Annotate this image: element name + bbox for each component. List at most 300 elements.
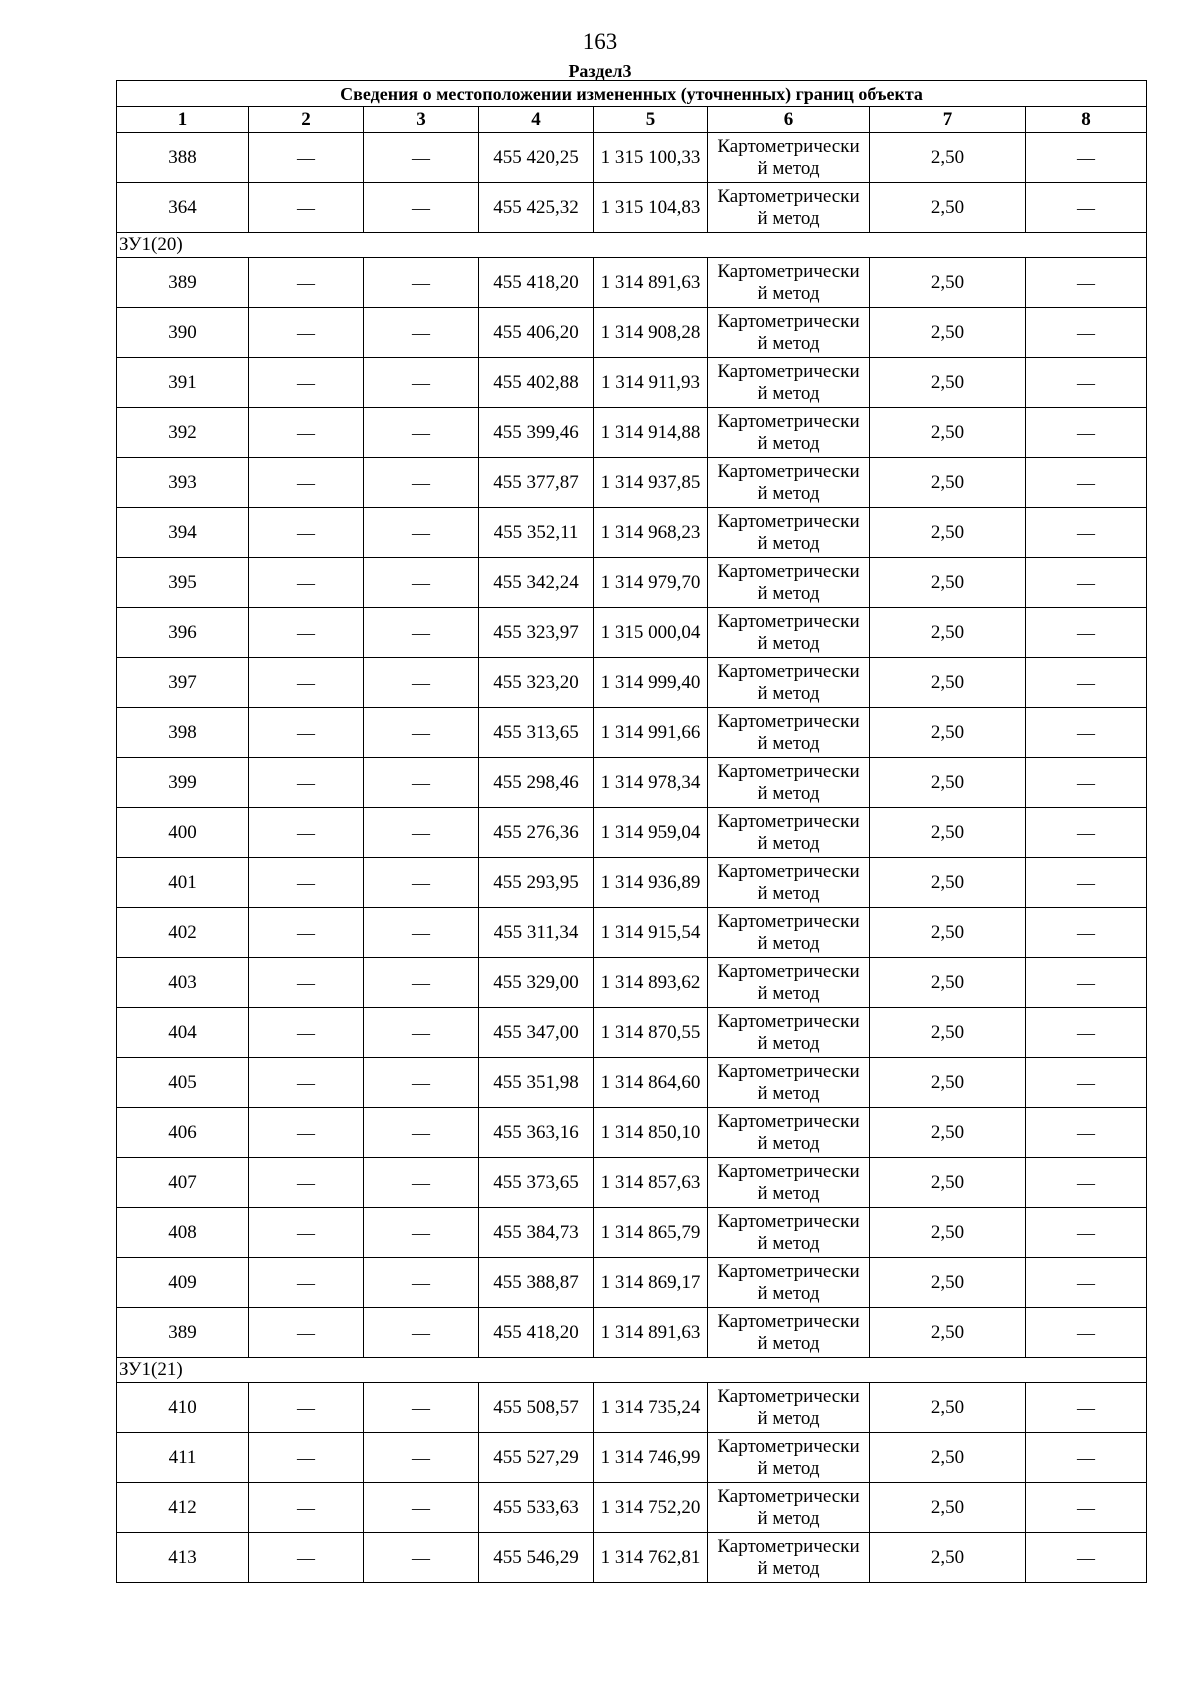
accuracy-value: 2,50: [870, 308, 1026, 358]
point-number: 409: [117, 1258, 249, 1308]
method-line-1: Картометрически: [717, 260, 860, 282]
point-number: 402: [117, 908, 249, 958]
coordinate-x: 455 418,20: [479, 1308, 594, 1358]
accuracy-value: 2,50: [870, 258, 1026, 308]
coordinate-y: 1 314 936,89: [594, 858, 708, 908]
dash-cell: —: [249, 308, 364, 358]
dash-cell: —: [1026, 1008, 1147, 1058]
coordinate-y: 1 314 911,93: [594, 358, 708, 408]
dash-cell: —: [364, 958, 479, 1008]
table-row: [117, 308, 1147, 358]
method-line-2: й метод: [757, 1032, 820, 1054]
method-cell: [708, 458, 870, 508]
dash-cell: —: [364, 558, 479, 608]
accuracy-value: 2,50: [870, 1383, 1026, 1433]
method-line-1: Картометрически: [717, 185, 860, 207]
dash-cell: —: [249, 1158, 364, 1208]
table-row: [117, 1383, 1147, 1433]
point-number: 401: [117, 858, 249, 908]
method-line-1: Картометрически: [717, 310, 860, 332]
coordinate-x: 455 420,25: [479, 133, 594, 183]
dash-cell: —: [1026, 308, 1147, 358]
dash-cell: —: [1026, 958, 1147, 1008]
coordinate-x: 455 546,29: [479, 1533, 594, 1583]
method-cell: [708, 408, 870, 458]
dash-cell: —: [364, 408, 479, 458]
coordinate-x: 455 363,16: [479, 1108, 594, 1158]
dash-cell: —: [1026, 358, 1147, 408]
method-cell: [708, 1433, 870, 1483]
accuracy-value: 2,50: [870, 358, 1026, 408]
dash-cell: —: [1026, 658, 1147, 708]
coordinate-x: 455 311,34: [479, 908, 594, 958]
point-number: 413: [117, 1533, 249, 1583]
method-line-2: й метод: [757, 1407, 820, 1429]
coordinate-x: 455 527,29: [479, 1433, 594, 1483]
dash-cell: —: [1026, 808, 1147, 858]
dash-cell: —: [364, 1308, 479, 1358]
dash-cell: —: [249, 858, 364, 908]
point-number: 397: [117, 658, 249, 708]
coordinate-y: 1 314 762,81: [594, 1533, 708, 1583]
dash-cell: —: [364, 1158, 479, 1208]
table-row: [117, 608, 1147, 658]
method-line-1: Картометрически: [717, 960, 860, 982]
method-line-2: й метод: [757, 1132, 820, 1154]
dash-cell: —: [1026, 1208, 1147, 1258]
dash-cell: —: [249, 1383, 364, 1433]
point-number: 393: [117, 458, 249, 508]
method-line-2: й метод: [757, 482, 820, 504]
coordinate-y: 1 314 864,60: [594, 1058, 708, 1108]
section-title: Раздел3: [568, 61, 632, 81]
coordinate-y: 1 315 104,83: [594, 183, 708, 233]
method-line-1: Картометрически: [717, 1110, 860, 1132]
coordinate-y: 1 314 937,85: [594, 458, 708, 508]
column-header: 2: [249, 107, 364, 133]
table-row: [117, 258, 1147, 308]
method-line-1: Картометрически: [717, 1535, 860, 1557]
method-cell: [708, 1483, 870, 1533]
coordinate-x: 455 384,73: [479, 1208, 594, 1258]
coordinate-x: 455 323,97: [479, 608, 594, 658]
dash-cell: —: [364, 1533, 479, 1583]
table-row: [117, 1208, 1147, 1258]
point-number: 408: [117, 1208, 249, 1258]
coordinate-x: 455 425,32: [479, 183, 594, 233]
accuracy-value: 2,50: [870, 1108, 1026, 1158]
method-line-2: й метод: [757, 932, 820, 954]
table-row: [117, 808, 1147, 858]
method-cell: [708, 358, 870, 408]
dash-cell: —: [364, 183, 479, 233]
table-header-row: [117, 107, 1147, 133]
method-line-2: й метод: [757, 582, 820, 604]
dash-cell: —: [1026, 408, 1147, 458]
coordinate-x: 455 418,20: [479, 258, 594, 308]
method-line-2: й метод: [757, 532, 820, 554]
accuracy-value: 2,50: [870, 1158, 1026, 1208]
dash-cell: —: [249, 708, 364, 758]
coordinate-x: 455 313,65: [479, 708, 594, 758]
coordinate-y: 1 314 978,34: [594, 758, 708, 808]
coordinate-y: 1 314 914,88: [594, 408, 708, 458]
method-line-1: Картометрически: [717, 610, 860, 632]
method-cell: [708, 508, 870, 558]
dash-cell: —: [1026, 1383, 1147, 1433]
dash-cell: —: [249, 1483, 364, 1533]
dash-cell: —: [1026, 1483, 1147, 1533]
point-number: 394: [117, 508, 249, 558]
accuracy-value: 2,50: [870, 508, 1026, 558]
method-line-2: й метод: [757, 1182, 820, 1204]
accuracy-value: 2,50: [870, 408, 1026, 458]
dash-cell: —: [1026, 558, 1147, 608]
method-line-2: й метод: [757, 382, 820, 404]
table-row: [117, 1258, 1147, 1308]
method-cell: [708, 958, 870, 1008]
method-line-1: Картометрически: [717, 910, 860, 932]
coordinate-x: 455 373,65: [479, 1158, 594, 1208]
table-caption-row: [117, 81, 1147, 107]
method-line-1: Картометрически: [717, 1260, 860, 1282]
method-line-1: Картометрически: [717, 460, 860, 482]
column-header: 1: [117, 107, 249, 133]
coordinate-y: 1 314 968,23: [594, 508, 708, 558]
dash-cell: —: [1026, 708, 1147, 758]
method-line-2: й метод: [757, 882, 820, 904]
group-row: [117, 1358, 1147, 1383]
dash-cell: —: [249, 358, 364, 408]
method-cell: [708, 858, 870, 908]
accuracy-value: 2,50: [870, 133, 1026, 183]
dash-cell: —: [364, 258, 479, 308]
coordinate-x: 455 406,20: [479, 308, 594, 358]
column-header: 3: [364, 107, 479, 133]
dash-cell: —: [249, 608, 364, 658]
point-number: 412: [117, 1483, 249, 1533]
accuracy-value: 2,50: [870, 558, 1026, 608]
accuracy-value: 2,50: [870, 1258, 1026, 1308]
dash-cell: —: [1026, 1308, 1147, 1358]
coordinate-y: 1 314 915,54: [594, 908, 708, 958]
coordinate-x: 455 352,11: [479, 508, 594, 558]
table-row: [117, 1483, 1147, 1533]
method-cell: [708, 658, 870, 708]
method-line-1: Картометрически: [717, 1060, 860, 1082]
table-row: [117, 558, 1147, 608]
coordinate-x: 455 298,46: [479, 758, 594, 808]
method-cell: [708, 1208, 870, 1258]
method-line-2: й метод: [757, 982, 820, 1004]
method-line-1: Картометрически: [717, 410, 860, 432]
point-number: 403: [117, 958, 249, 1008]
accuracy-value: 2,50: [870, 458, 1026, 508]
point-number: 388: [117, 133, 249, 183]
dash-cell: —: [364, 458, 479, 508]
table-row: [117, 408, 1147, 458]
method-line-1: Картометрически: [717, 660, 860, 682]
method-cell: [708, 1383, 870, 1433]
dash-cell: —: [1026, 183, 1147, 233]
point-number: 410: [117, 1383, 249, 1433]
method-line-1: Картометрически: [717, 510, 860, 532]
method-line-1: Картометрически: [717, 760, 860, 782]
method-cell: [708, 1308, 870, 1358]
method-line-1: Картометрически: [717, 710, 860, 732]
method-line-1: Картометрически: [717, 1385, 860, 1407]
dash-cell: —: [249, 1008, 364, 1058]
dash-cell: —: [364, 1483, 479, 1533]
method-line-1: Картометрически: [717, 560, 860, 582]
coordinate-x: 455 533,63: [479, 1483, 594, 1533]
accuracy-value: 2,50: [870, 1308, 1026, 1358]
dash-cell: —: [1026, 1533, 1147, 1583]
accuracy-value: 2,50: [870, 1058, 1026, 1108]
table-row: [117, 133, 1147, 183]
table-row: [117, 358, 1147, 408]
dash-cell: —: [249, 658, 364, 708]
accuracy-value: 2,50: [870, 908, 1026, 958]
table-row: [117, 908, 1147, 958]
method-line-1: Картометрически: [717, 360, 860, 382]
dash-cell: —: [364, 1108, 479, 1158]
method-line-1: Картометрически: [717, 1310, 860, 1332]
column-header: 5: [594, 107, 708, 133]
table-caption: Сведения о местоположении измененных (уточненных) границ объекта: [117, 81, 1147, 107]
point-number: 399: [117, 758, 249, 808]
coordinate-y: 1 314 869,17: [594, 1258, 708, 1308]
accuracy-value: 2,50: [870, 1208, 1026, 1258]
dash-cell: —: [1026, 1258, 1147, 1308]
column-header: 6: [708, 107, 870, 133]
coordinate-y: 1 314 991,66: [594, 708, 708, 758]
method-line-2: й метод: [757, 1332, 820, 1354]
accuracy-value: 2,50: [870, 658, 1026, 708]
dash-cell: —: [249, 1308, 364, 1358]
dash-cell: —: [249, 808, 364, 858]
coordinate-y: 1 314 865,79: [594, 1208, 708, 1258]
table-row: [117, 1433, 1147, 1483]
dash-cell: —: [364, 758, 479, 808]
method-line-2: й метод: [757, 207, 820, 229]
table-row: [117, 1108, 1147, 1158]
coordinate-y: 1 315 100,33: [594, 133, 708, 183]
coordinate-y: 1 314 752,20: [594, 1483, 708, 1533]
table-row: [117, 1158, 1147, 1208]
dash-cell: —: [364, 308, 479, 358]
coordinate-x: 455 351,98: [479, 1058, 594, 1108]
coordinates-table: [116, 80, 1147, 1583]
accuracy-value: 2,50: [870, 858, 1026, 908]
method-cell: [708, 1258, 870, 1308]
method-line-2: й метод: [757, 1557, 820, 1579]
method-cell: [708, 1158, 870, 1208]
accuracy-value: 2,50: [870, 708, 1026, 758]
method-cell: [708, 1108, 870, 1158]
point-number: 389: [117, 258, 249, 308]
group-label: ЗУ1(20): [117, 233, 1147, 258]
dash-cell: —: [364, 508, 479, 558]
method-line-1: Картометрически: [717, 1435, 860, 1457]
dash-cell: —: [1026, 858, 1147, 908]
dash-cell: —: [249, 1108, 364, 1158]
method-line-2: й метод: [757, 1082, 820, 1104]
dash-cell: —: [249, 958, 364, 1008]
method-line-2: й метод: [757, 432, 820, 454]
method-cell: [708, 708, 870, 758]
accuracy-value: 2,50: [870, 1483, 1026, 1533]
method-cell: [708, 258, 870, 308]
method-cell: [708, 758, 870, 808]
method-cell: [708, 1008, 870, 1058]
point-number: 391: [117, 358, 249, 408]
coordinate-y: 1 314 908,28: [594, 308, 708, 358]
point-number: 396: [117, 608, 249, 658]
dash-cell: —: [364, 808, 479, 858]
dash-cell: —: [249, 908, 364, 958]
coordinate-y: 1 314 857,63: [594, 1158, 708, 1208]
column-header: 8: [1026, 107, 1147, 133]
dash-cell: —: [249, 508, 364, 558]
point-number: 390: [117, 308, 249, 358]
table-row: [117, 1308, 1147, 1358]
accuracy-value: 2,50: [870, 808, 1026, 858]
coordinate-x: 455 402,88: [479, 358, 594, 408]
dash-cell: —: [249, 1258, 364, 1308]
point-number: 395: [117, 558, 249, 608]
dash-cell: —: [1026, 508, 1147, 558]
page-number: 163: [582, 29, 618, 54]
coordinate-x: 455 323,20: [479, 658, 594, 708]
column-header: 4: [479, 107, 594, 133]
dash-cell: —: [1026, 908, 1147, 958]
table-row: [117, 658, 1147, 708]
dash-cell: —: [364, 658, 479, 708]
coordinate-y: 1 314 893,62: [594, 958, 708, 1008]
table-row: [117, 183, 1147, 233]
coordinate-y: 1 314 999,40: [594, 658, 708, 708]
table-row: [117, 508, 1147, 558]
dash-cell: —: [249, 1433, 364, 1483]
method-line-2: й метод: [757, 1282, 820, 1304]
dash-cell: —: [249, 558, 364, 608]
dash-cell: —: [364, 708, 479, 758]
point-number: 364: [117, 183, 249, 233]
method-line-1: Картометрически: [717, 860, 860, 882]
method-line-1: Картометрически: [717, 1010, 860, 1032]
coordinate-x: 455 377,87: [479, 458, 594, 508]
coordinate-x: 455 399,46: [479, 408, 594, 458]
method-line-2: й метод: [757, 682, 820, 704]
coordinate-x: 455 342,24: [479, 558, 594, 608]
dash-cell: —: [249, 458, 364, 508]
dash-cell: —: [1026, 608, 1147, 658]
method-line-2: й метод: [757, 332, 820, 354]
method-line-2: й метод: [757, 1457, 820, 1479]
dash-cell: —: [249, 1533, 364, 1583]
coordinate-x: 455 329,00: [479, 958, 594, 1008]
method-line-2: й метод: [757, 732, 820, 754]
method-line-2: й метод: [757, 1507, 820, 1529]
dash-cell: —: [364, 1383, 479, 1433]
method-cell: [708, 558, 870, 608]
dash-cell: —: [364, 1258, 479, 1308]
method-cell: [708, 808, 870, 858]
coordinate-x: 455 293,95: [479, 858, 594, 908]
group-label: ЗУ1(21): [117, 1358, 1147, 1383]
dash-cell: —: [364, 1058, 479, 1108]
coordinate-y: 1 314 746,99: [594, 1433, 708, 1483]
dash-cell: —: [249, 758, 364, 808]
point-number: 407: [117, 1158, 249, 1208]
dash-cell: —: [1026, 133, 1147, 183]
table-row: [117, 958, 1147, 1008]
method-cell: [708, 608, 870, 658]
accuracy-value: 2,50: [870, 1533, 1026, 1583]
method-line-2: й метод: [757, 1232, 820, 1254]
table-row: [117, 708, 1147, 758]
column-header: 7: [870, 107, 1026, 133]
dash-cell: —: [249, 133, 364, 183]
coordinate-y: 1 314 979,70: [594, 558, 708, 608]
coordinate-y: 1 314 870,55: [594, 1008, 708, 1058]
table-row: [117, 1008, 1147, 1058]
coordinate-y: 1 314 891,63: [594, 1308, 708, 1358]
point-number: 398: [117, 708, 249, 758]
dash-cell: —: [249, 1058, 364, 1108]
coordinate-x: 455 388,87: [479, 1258, 594, 1308]
dash-cell: —: [364, 358, 479, 408]
dash-cell: —: [1026, 758, 1147, 808]
dash-cell: —: [364, 908, 479, 958]
point-number: 404: [117, 1008, 249, 1058]
method-line-2: й метод: [757, 632, 820, 654]
method-cell: [708, 1533, 870, 1583]
dash-cell: —: [364, 1208, 479, 1258]
point-number: 392: [117, 408, 249, 458]
method-line-1: Картометрически: [717, 810, 860, 832]
method-line-1: Картометрически: [717, 1160, 860, 1182]
point-number: 389: [117, 1308, 249, 1358]
method-cell: [708, 1058, 870, 1108]
coordinate-y: 1 314 891,63: [594, 258, 708, 308]
group-row: [117, 233, 1147, 258]
accuracy-value: 2,50: [870, 183, 1026, 233]
dash-cell: —: [364, 608, 479, 658]
accuracy-value: 2,50: [870, 1008, 1026, 1058]
dash-cell: —: [1026, 1433, 1147, 1483]
coordinate-x: 455 508,57: [479, 1383, 594, 1433]
dash-cell: —: [249, 1208, 364, 1258]
coordinate-y: 1 315 000,04: [594, 608, 708, 658]
dash-cell: —: [364, 1008, 479, 1058]
dash-cell: —: [1026, 1158, 1147, 1208]
table-row: [117, 858, 1147, 908]
table-row: [117, 458, 1147, 508]
method-line-1: Картометрически: [717, 135, 860, 157]
table-row: [117, 1533, 1147, 1583]
dash-cell: —: [1026, 458, 1147, 508]
dash-cell: —: [1026, 258, 1147, 308]
point-number: 400: [117, 808, 249, 858]
method-cell: [708, 308, 870, 358]
coordinate-x: 455 347,00: [479, 1008, 594, 1058]
table-row: [117, 758, 1147, 808]
accuracy-value: 2,50: [870, 758, 1026, 808]
dash-cell: —: [249, 408, 364, 458]
method-line-1: Картометрически: [717, 1485, 860, 1507]
